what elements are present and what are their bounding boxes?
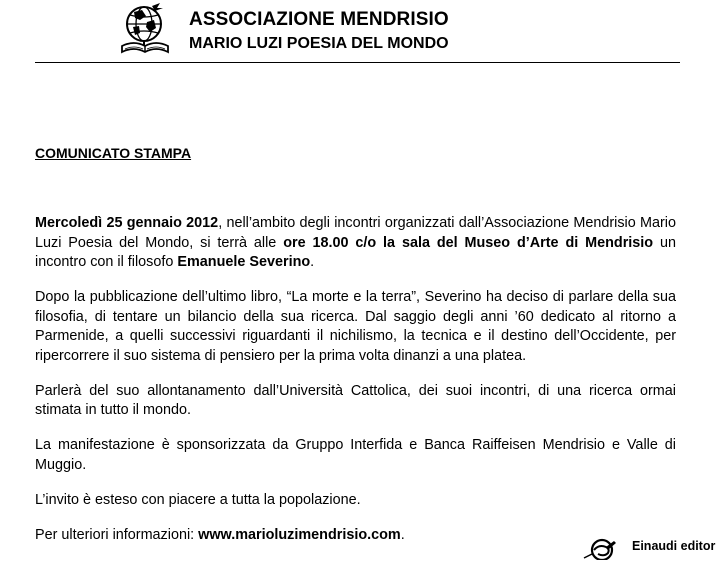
paragraph-event: Mercoledì 25 gennaio 2012, nell’ambito degli incontri organizzati dall’Associazione Mendrisio Mario Luzi Poesia del Mondo, si terrà alle ore 18.00 c/o la sala del Museo d’Arte di Mendrisio un incontro con il filosofo Emanuele Severino. [35,215,677,270]
speaker-name: Emanuele Severino [177,254,311,270]
organization-name: ASSOCIAZIONE MENDRISIO [189,9,449,30]
publisher-name: Einaudi editor [632,539,716,553]
paragraph-philosophy: Dopo la pubblicazione dell’ultimo libro, “La morte e la terra”, Severino ha deciso di parlare della sua filosofia, di tentare un bilancio della sua ricerca. Dal saggio degli anni ’60 dedicato al ritorno a Parmenide, a quelli successivi riguardanti il nichilismo, la tecnica e il destino dell’Occidente, per ripercorrere il suo sistema di pensiero per la prima volta dinanzi a una platea. [35,289,676,364]
letterhead [0,0,719,64]
paragraph-invitation: L’invito è esteso con piacere a tutta la popolazione. [35,491,361,508]
document-title: COMUNICATO STAMPA [35,145,192,161]
website-link[interactable]: www.marioluzimendrisio.com [198,526,401,543]
paragraph-info: Per ulteriori informazioni: www.marioluzimendrisio.com. [35,526,405,543]
paragraph-sponsors: La manifestazione è sponsorizzata da Gruppo Interfida e Banca Raiffeisen Mendrisio e Valle di Muggio. [35,437,676,473]
event-time-place: ore 18.00 c/o la sala del Museo d’Arte di Mendrisio [283,234,654,251]
publisher-mark [582,536,719,558]
paragraph-university: Parlerà del suo allontanamento dall’Università Cattolica, dei suoi incontri, di una ricerca ormai stimata in tutto il mondo. [35,382,676,418]
einaudi-ostrich-icon [582,538,626,560]
press-release-body [35,214,676,561]
globe-book-icon [116,2,176,58]
event-date: Mercoledì 25 gennaio 2012 [35,215,219,231]
header-divider [35,62,680,63]
organization-subtitle: MARIO LUZI POESIA DEL MONDO [189,35,449,52]
